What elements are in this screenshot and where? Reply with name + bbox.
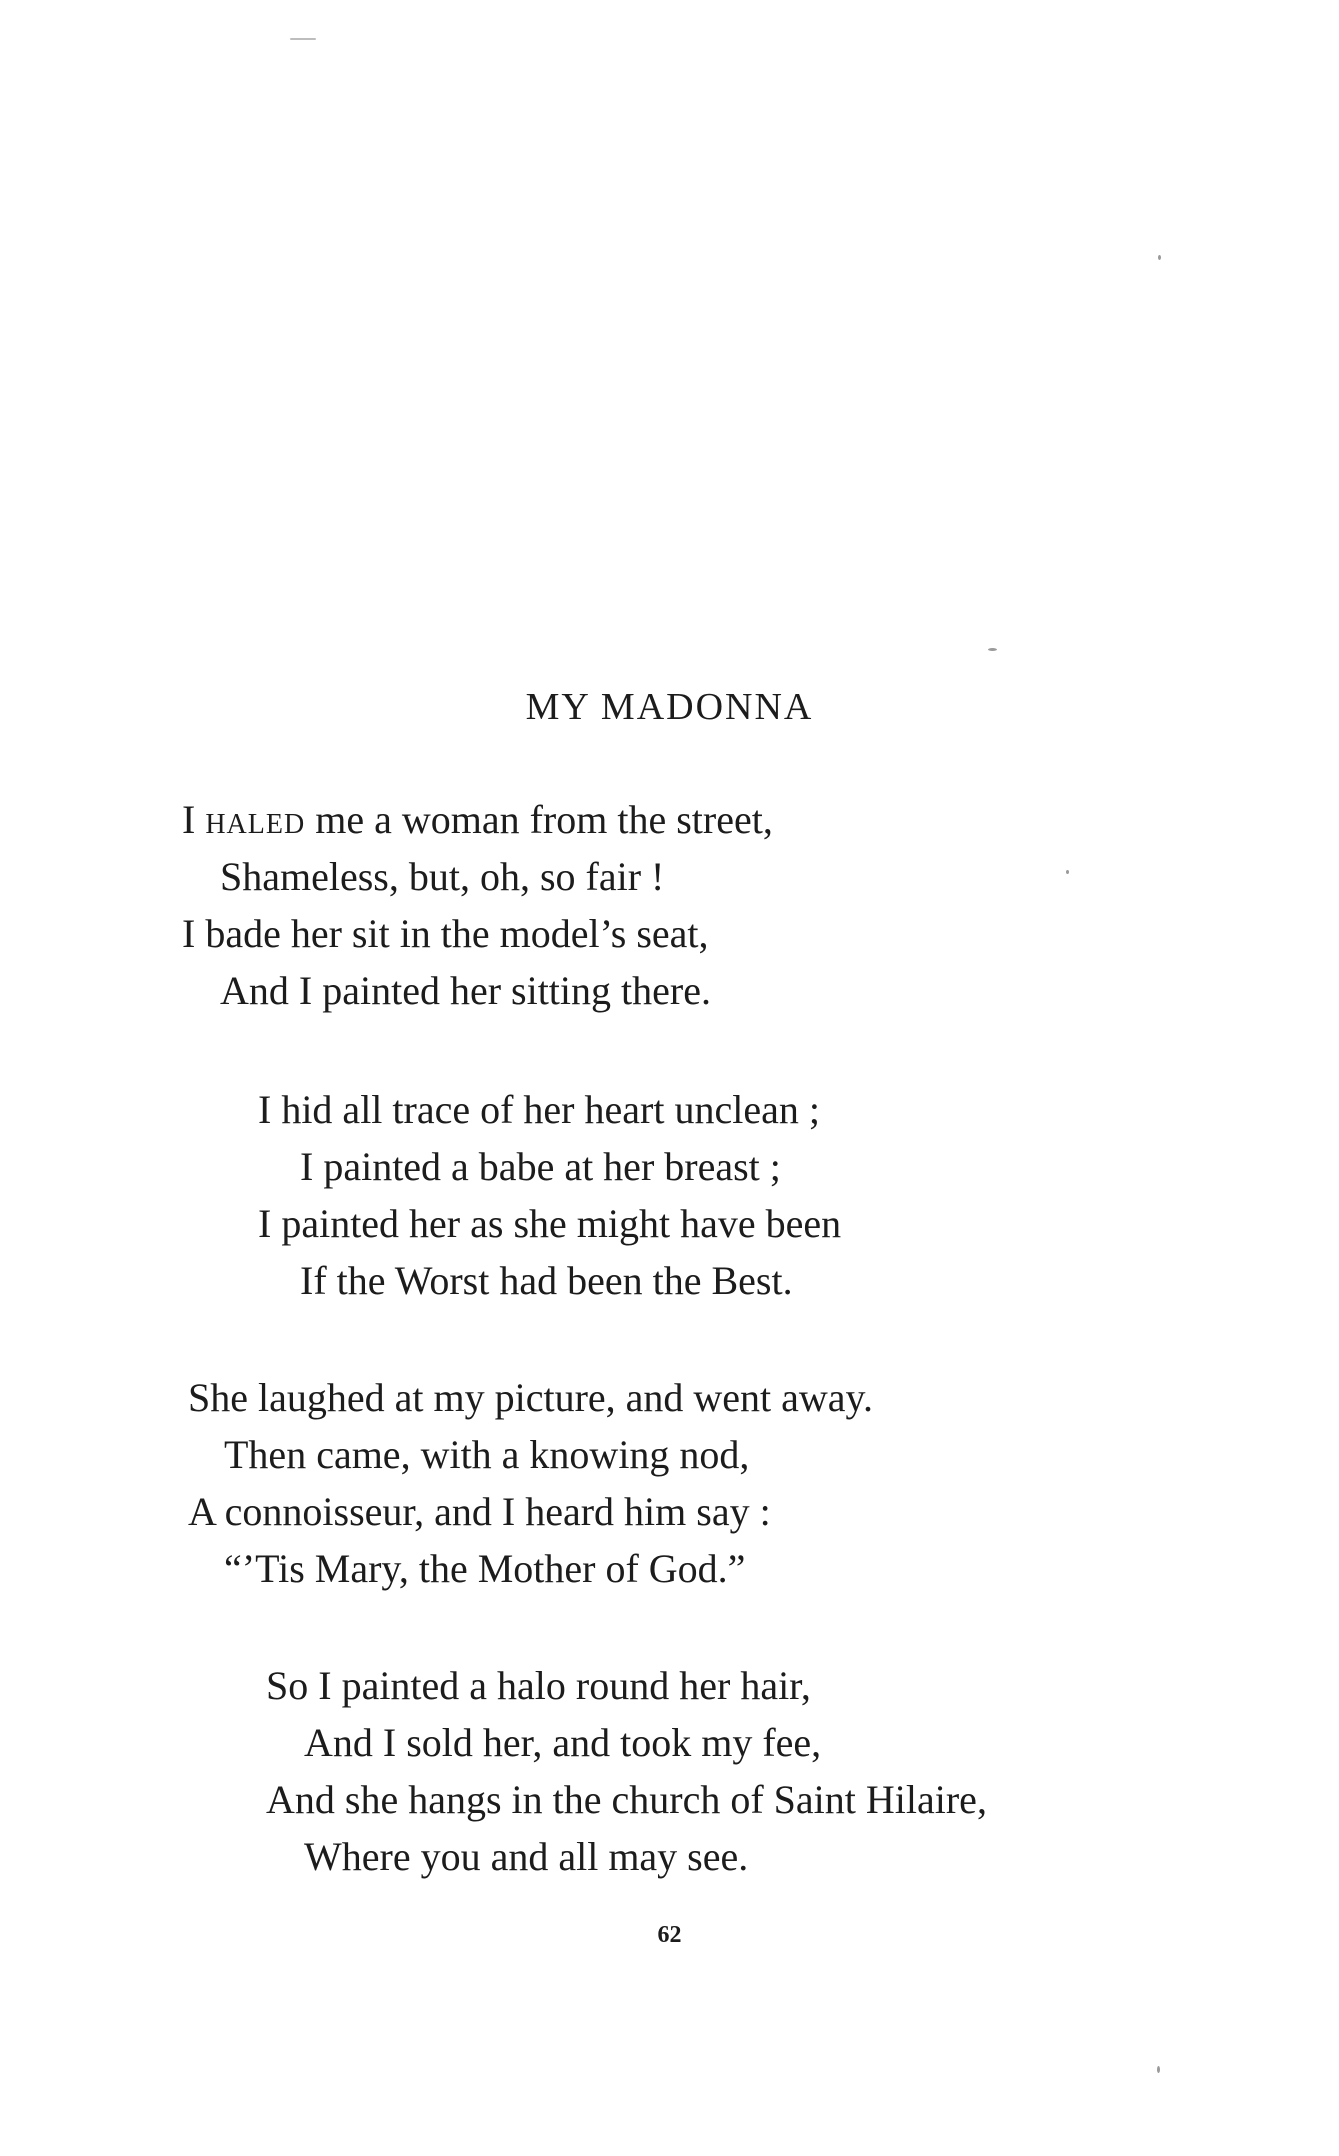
line-text: me a woman from the street,	[305, 797, 773, 842]
scan-speck	[1158, 255, 1161, 260]
scan-speck	[1157, 2066, 1160, 2073]
stanza-3	[188, 1369, 873, 1597]
poem-line: She laughed at my picture, and went away.	[188, 1375, 873, 1420]
poem-line: And I sold her, and took my fee,	[304, 1720, 822, 1765]
smallcaps-opening: haled	[205, 797, 306, 842]
poem-line: I painted her as she might have been	[258, 1201, 842, 1246]
dropcap-letter: I	[182, 797, 206, 842]
poem-line: A connoisseur, and I heard him say :	[188, 1489, 771, 1534]
scan-speck	[290, 38, 316, 40]
poem-line: I hid all trace of her heart unclean ;	[258, 1087, 820, 1132]
poem-line: And I painted her sitting there.	[220, 968, 711, 1013]
poem-line: Then came, with a knowing nod,	[224, 1432, 750, 1477]
stanza-2	[258, 1081, 841, 1309]
poem-line: Where you and all may see.	[304, 1834, 749, 1879]
stanza-1	[182, 791, 773, 1019]
stanza-4	[266, 1657, 987, 1885]
scan-speck	[988, 648, 997, 651]
scan-speck	[1066, 870, 1069, 874]
poem-line: So I painted a halo round her hair,	[266, 1663, 811, 1708]
poem-line: Shameless, but, oh, so fair !	[220, 854, 665, 899]
poem-title: MY MADONNA	[525, 686, 814, 728]
poem-line: I bade her sit in the model’s seat,	[182, 911, 709, 956]
poem-line	[182, 791, 773, 848]
poem-line: And she hangs in the church of Saint Hilaire,	[266, 1777, 987, 1822]
page-number: 62	[657, 1922, 682, 1948]
poem-line: “’Tis Mary, the Mother of God.”	[224, 1546, 746, 1591]
poem-line: If the Worst had been the Best.	[300, 1258, 793, 1303]
poem-line: I painted a babe at her breast ;	[300, 1144, 781, 1189]
